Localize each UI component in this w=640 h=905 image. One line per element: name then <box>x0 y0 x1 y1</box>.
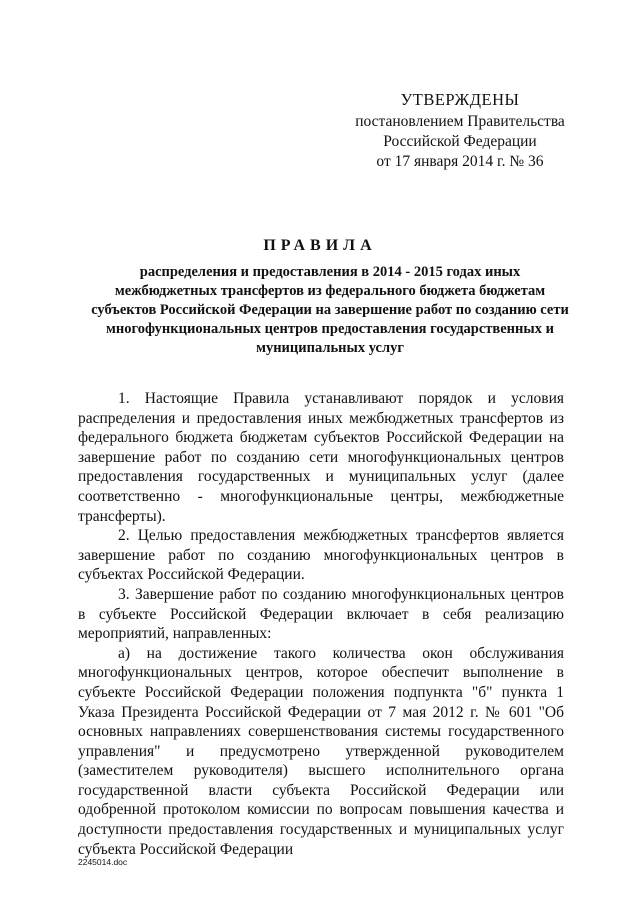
approval-block <box>340 90 580 172</box>
approval-line-1: постановлением Правительства <box>355 113 565 130</box>
paragraph-2: 2. Целью предоставления межбюджетных трансфертов является завершение работ по созданию многофункциональных центров в субъектах Российской Федерации. <box>78 527 564 584</box>
approval-line-2: Российской Федерации <box>383 133 537 150</box>
paragraph-3: 3. Завершение работ по созданию многофункциональных центров в субъекте Российской Федерации включает в себя реализацию мероприятий, направленных: <box>78 585 564 643</box>
approval-line-3: от 17 января 2014 г. № 36 <box>376 153 544 170</box>
document-title: ПРАВИЛА <box>263 237 377 254</box>
approval-title: УТВЕРЖДЕНЫ <box>400 90 520 109</box>
paragraph-1: 1. Настоящие Правила устанавливают порядок и условия распределения и предоставления иных межбюджетных трансфертов из федерального бюджета бюджетам субъектов Российской Федерации на завершение работ по созданию сети многофункциональных центров предоставления государственных и муниципальных услуг (далее соответственно - многофункциональные центры, межбюджетные трансферты). <box>78 390 564 525</box>
document-body <box>78 389 564 859</box>
paragraph-3a: а) на достижение такого количества окон обслуживания многофункциональных центров, которое обеспечит выполнение в субъекте Российской Федерации положения подпункта "б" пункта 1 Указа Президента Российской Федерации от 7 мая 2012 г. № 601 "Об основных направлениях совершенствования системы государственного управления" и предусмотрено утвержденной руководителем (заместителем руководителя) высшего исполнительного органа государственной власти субъекта Российской Федерации или одобренной протоколом комиссии по вопросам повышения качества и доступности предоставления государственных и муниципальных услуг субъекта Российской Федерации <box>78 644 564 858</box>
file-name-footer: 2245014.doc <box>78 857 128 867</box>
document-subtitle: распределения и предоставления в 2014 - 2015 годах иных межбюджетных трансфертов из федерального бюджета бюджетам субъектов Российской Федерации на завершение работ по созданию сети многофункциональных центров предоставления государственных и муниципальных услуг <box>91 264 569 356</box>
